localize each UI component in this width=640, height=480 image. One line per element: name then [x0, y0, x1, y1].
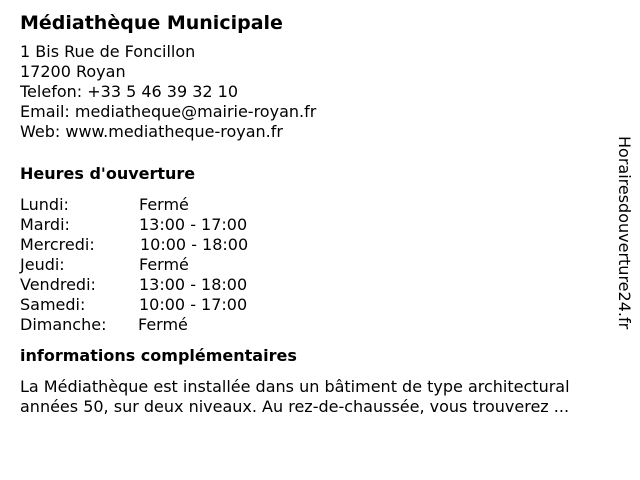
hours-time: 10:00 - 18:00 — [140, 235, 249, 254]
hours-time: 13:00 - 18:00 — [139, 275, 248, 294]
hours-table — [20, 195, 620, 335]
hours-day: Vendredi: — [20, 275, 96, 294]
info-text — [20, 377, 620, 417]
info-line: années 50, sur deux niveaux. Au rez-de-chaussée, vous trouverez ... — [20, 397, 570, 416]
hours-day: Mardi: — [20, 215, 70, 234]
hours-time: 13:00 - 17:00 — [139, 215, 248, 234]
business-card — [20, 10, 620, 417]
web-line[interactable]: Web: www.mediatheque-royan.fr — [20, 122, 283, 141]
hours-row-vendredi — [20, 275, 620, 295]
hours-day: Mercredi: — [20, 235, 95, 254]
address-street: 1 Bis Rue de Foncillon — [20, 42, 196, 61]
brand-watermark: Horairesdouverture24.fr — [615, 136, 634, 330]
hours-day: Samedi: — [20, 295, 86, 314]
phone-line[interactable]: Telefon: +33 5 46 39 32 10 — [20, 82, 239, 101]
hours-row-samedi — [20, 295, 620, 315]
hours-time: 10:00 - 17:00 — [139, 295, 248, 314]
hours-row-mardi — [20, 215, 620, 235]
info-heading: informations complémentaires — [20, 346, 297, 365]
hours-row-mercredi — [20, 235, 620, 255]
address-city: 17200 Royan — [20, 62, 126, 81]
hours-row-dimanche — [20, 315, 620, 335]
info-line: La Médiathèque est installée dans un bâtiment de type architectural — [20, 377, 570, 396]
hours-day: Dimanche: — [20, 315, 107, 334]
hours-day: Jeudi: — [20, 255, 65, 274]
address-block — [20, 42, 620, 142]
hours-day: Lundi: — [20, 195, 69, 214]
hours-row-lundi — [20, 195, 620, 215]
page-title: Médiathèque Municipale — [20, 12, 283, 34]
hours-time: Fermé — [138, 315, 188, 334]
hours-heading: Heures d'ouverture — [20, 164, 196, 183]
hours-time: Fermé — [139, 195, 189, 214]
hours-row-jeudi — [20, 255, 620, 275]
email-line[interactable]: Email: mediatheque@mairie-royan.fr — [20, 102, 317, 121]
hours-time: Fermé — [139, 255, 189, 274]
